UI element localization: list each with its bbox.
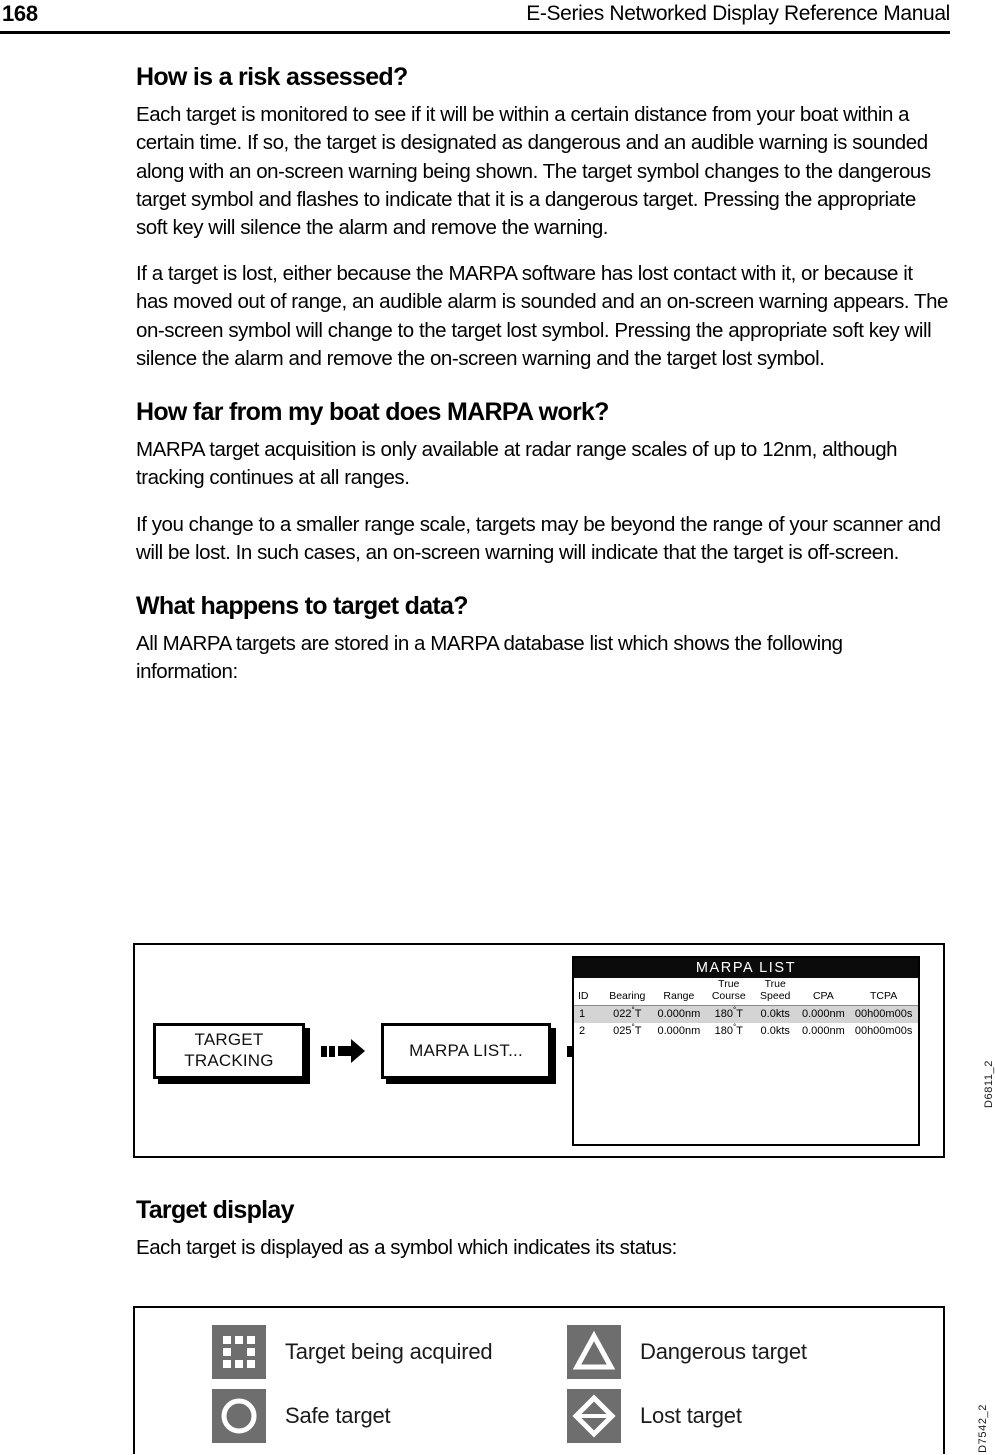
page-number: 168 <box>2 1 38 26</box>
figure-code-symbols: D7542_2 <box>977 1404 989 1453</box>
paragraph-target-display: Each target is displayed as a symbol which indicates its status: <box>136 1236 677 1260</box>
header-rule <box>0 31 950 34</box>
target-display-section <box>136 1197 948 1280</box>
heading-risk-assessed: How is a risk assessed? <box>136 63 408 91</box>
cell-tcpa: 00h00m00s <box>854 1007 913 1020</box>
page-header <box>0 0 950 33</box>
legend-item-dangerous-target <box>567 1325 807 1379</box>
legend-item-safe-target <box>212 1389 390 1443</box>
heading-target-display: Target display <box>136 1196 294 1224</box>
flow-sequence <box>153 1023 627 1079</box>
flow-box-marpa-list[interactable] <box>381 1023 551 1079</box>
marpa-table-header-row <box>574 978 918 1005</box>
paragraph-target-data: All MARPA targets are stored in a MARPA database list which shows the following information: <box>136 632 843 684</box>
cell-tcpa: 00h00m00s <box>854 1024 913 1037</box>
dangerous-target-triangle-icon <box>567 1325 621 1379</box>
target-acquiring-dots-icon <box>212 1325 266 1379</box>
table-row[interactable] <box>574 1005 918 1023</box>
paragraph-risk-2: If a target is lost, either because the MARPA software has lost contact with it, or because it has moved out of range, an audible alarm is sounded and an on-screen warning appears. The on-screen symbol will change to the target lost symbol. Pressing the appropriate soft key will silence the alarm and remove the on-screen warning and the target lost symbol. <box>136 262 949 370</box>
cell-bearing: 025°T <box>613 1022 642 1037</box>
safe-target-circle-icon <box>212 1389 266 1443</box>
cell-id: 2 <box>579 1024 586 1037</box>
symbol-legend-grid <box>135 1308 943 1454</box>
cell-true-course: 180°T <box>714 1004 743 1020</box>
flow-box-marpa-list-label: MARPA LIST... <box>409 1040 523 1060</box>
cell-cpa: 0.000nm <box>801 1024 845 1037</box>
cell-bearing: 022°T <box>613 1004 642 1020</box>
cell-true-speed: 0.0kts <box>760 1024 790 1037</box>
column-header-true-course: True Course <box>705 978 753 1005</box>
column-header-tcpa: TCPA <box>849 978 918 1005</box>
legend-label-safe-target: Safe target <box>285 1403 391 1428</box>
paragraph-range-2: If you change to a smaller range scale, targets may be beyond the range of your scanner and will be lost. In such cases, an on-screen warning will indicate that the target is off-screen. <box>136 512 941 564</box>
column-header-range: Range <box>653 978 705 1005</box>
legend-label-lost-target: Lost target <box>640 1403 742 1428</box>
column-header-cpa: CPA <box>798 978 850 1005</box>
paragraph-range-1: MARPA target acquisition is only available at radar range scales of up to 12nm, although tracking continues at all ranges. <box>136 438 898 490</box>
column-header-true-speed: True Speed <box>753 978 798 1005</box>
cell-range: 0.000nm <box>657 1007 701 1020</box>
column-header-id: ID <box>574 978 602 1005</box>
cell-cpa: 0.000nm <box>801 1007 845 1020</box>
article-body <box>136 64 948 703</box>
marpa-list-titlebar: MARPA LIST <box>574 958 918 978</box>
marpa-list-panel <box>572 956 920 1146</box>
legend-label-dangerous-target: Dangerous target <box>640 1339 807 1364</box>
paragraph-risk-1: Each target is monitored to see if it will be within a certain distance from your boat within a certain time. If so, the target is designated as dangerous and an audible warning is sounded along with an on-screen warning being shown. The target symbol changes to the dangerous target symbol and flashes to indicate that it is a dangerous target. Pressing the appropriate soft key will silence the alarm and remove the warning. <box>136 103 931 239</box>
cell-true-course: 180°T <box>714 1022 743 1037</box>
heading-marpa-range: How far from my boat does MARPA work? <box>136 397 609 426</box>
figure-target-symbols <box>133 1306 989 1454</box>
marpa-list-empty-area <box>574 1040 918 1136</box>
cell-true-speed: 0.0kts <box>760 1007 790 1020</box>
heading-target-data: What happens to target data? <box>136 591 468 620</box>
legend-label-target-acquiring: Target being acquired <box>285 1339 493 1364</box>
column-header-bearing: Bearing <box>602 978 654 1005</box>
legend-item-target-acquiring <box>212 1325 492 1379</box>
manual-title: E-Series Networked Display Reference Manual <box>526 2 950 25</box>
lost-target-diamond-icon <box>567 1389 621 1443</box>
table-row[interactable] <box>574 1023 918 1040</box>
figure-code-flow: D6811_2 <box>983 1060 995 1109</box>
right-arrow-icon <box>321 1037 365 1065</box>
marpa-list-table <box>574 978 918 1040</box>
flow-box-target-tracking-label: TARGET TRACKING <box>184 1030 274 1070</box>
figure-marpa-flow <box>133 943 995 1158</box>
cell-range: 0.000nm <box>657 1024 701 1037</box>
cell-id: 1 <box>579 1007 586 1020</box>
flow-box-target-tracking[interactable] <box>153 1023 305 1079</box>
legend-item-lost-target <box>567 1389 742 1443</box>
